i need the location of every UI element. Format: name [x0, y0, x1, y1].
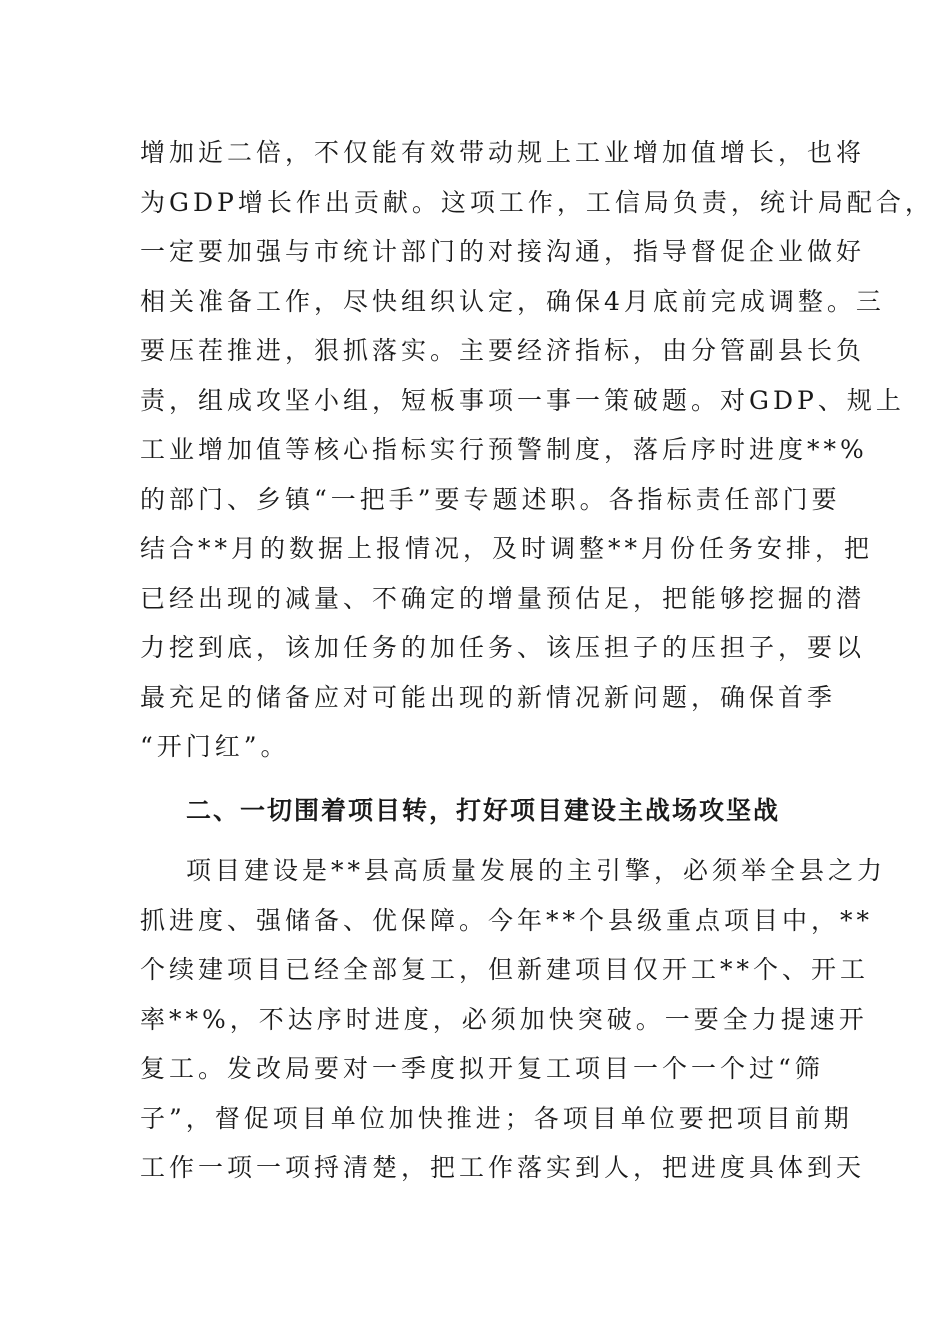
body-paragraph-2: [140, 846, 887, 1193]
paragraph-line: 最充足的储备应对可能出现的新情况新问题，确保首季: [140, 682, 837, 712]
paragraph-line: 一定要加强与市统计部门的对接沟通，指导督促企业做好: [140, 237, 866, 266]
body-paragraph-1: [140, 128, 934, 772]
paragraph-line: 相关准备工作，尽快组织认定，确保4月底前完成调整。三: [140, 286, 885, 316]
paragraph-line: 力挖到底，该加任务的加任务、该压担子的压担子，要以: [140, 633, 866, 662]
paragraph-line: 个续建项目已经全部复工，但新建项目仅开工**个、开工: [140, 955, 870, 984]
paragraph-line: 复工。发改局要对一季度拟开复工项目一个一个过“筛: [140, 1054, 824, 1083]
paragraph-line: 结合**月的数据上报情况，及时调整**月份任务安排，把: [140, 534, 874, 563]
paragraph-line: 增加近二倍，不仅能有效带动规上工业增加值增长，也将: [140, 138, 866, 167]
paragraph-line: 工业增加值等核心指标实行预警制度，落后序时进度**%: [140, 435, 868, 464]
paragraph-line: 子”，督促项目单位加快推进；各项目单位要把项目前期: [140, 1103, 853, 1133]
paragraph-line: 为GDP增长作出贡献。这项工作，工信局负责，统计局配合，: [140, 187, 934, 217]
paragraph-line: 已经出现的减量、不确定的增量预估足，把能够挖掘的潜: [140, 583, 866, 613]
paragraph-line: 抓进度、强储备、优保障。今年**个县级重点项目中，**: [140, 905, 874, 935]
paragraph-line: 工作一项一项捋清楚，把工作落实到人，把进度具体到天: [140, 1153, 866, 1182]
paragraph-line: 率**%，不达序时进度，必须加快突破。一要全力提速开: [140, 1004, 868, 1034]
paragraph-line: 责，组成攻坚小组，短板事项一事一策破题。对GDP、规上: [140, 385, 905, 415]
paragraph-line: “开门红”。: [140, 732, 290, 761]
section-heading: 二、一切围着项目转，打好项目建设主战场攻坚战: [186, 796, 781, 825]
paragraph-line: 要压茬推进，狠抓落实。主要经济指标，由分管副县长负: [140, 336, 866, 365]
paragraph-line: 的部门、乡镇“一把手”要专题述职。各指标责任部门要: [140, 484, 841, 514]
paragraph-line: 项目建设是**县高质量发展的主引擎，必须举全县之力: [186, 856, 887, 885]
